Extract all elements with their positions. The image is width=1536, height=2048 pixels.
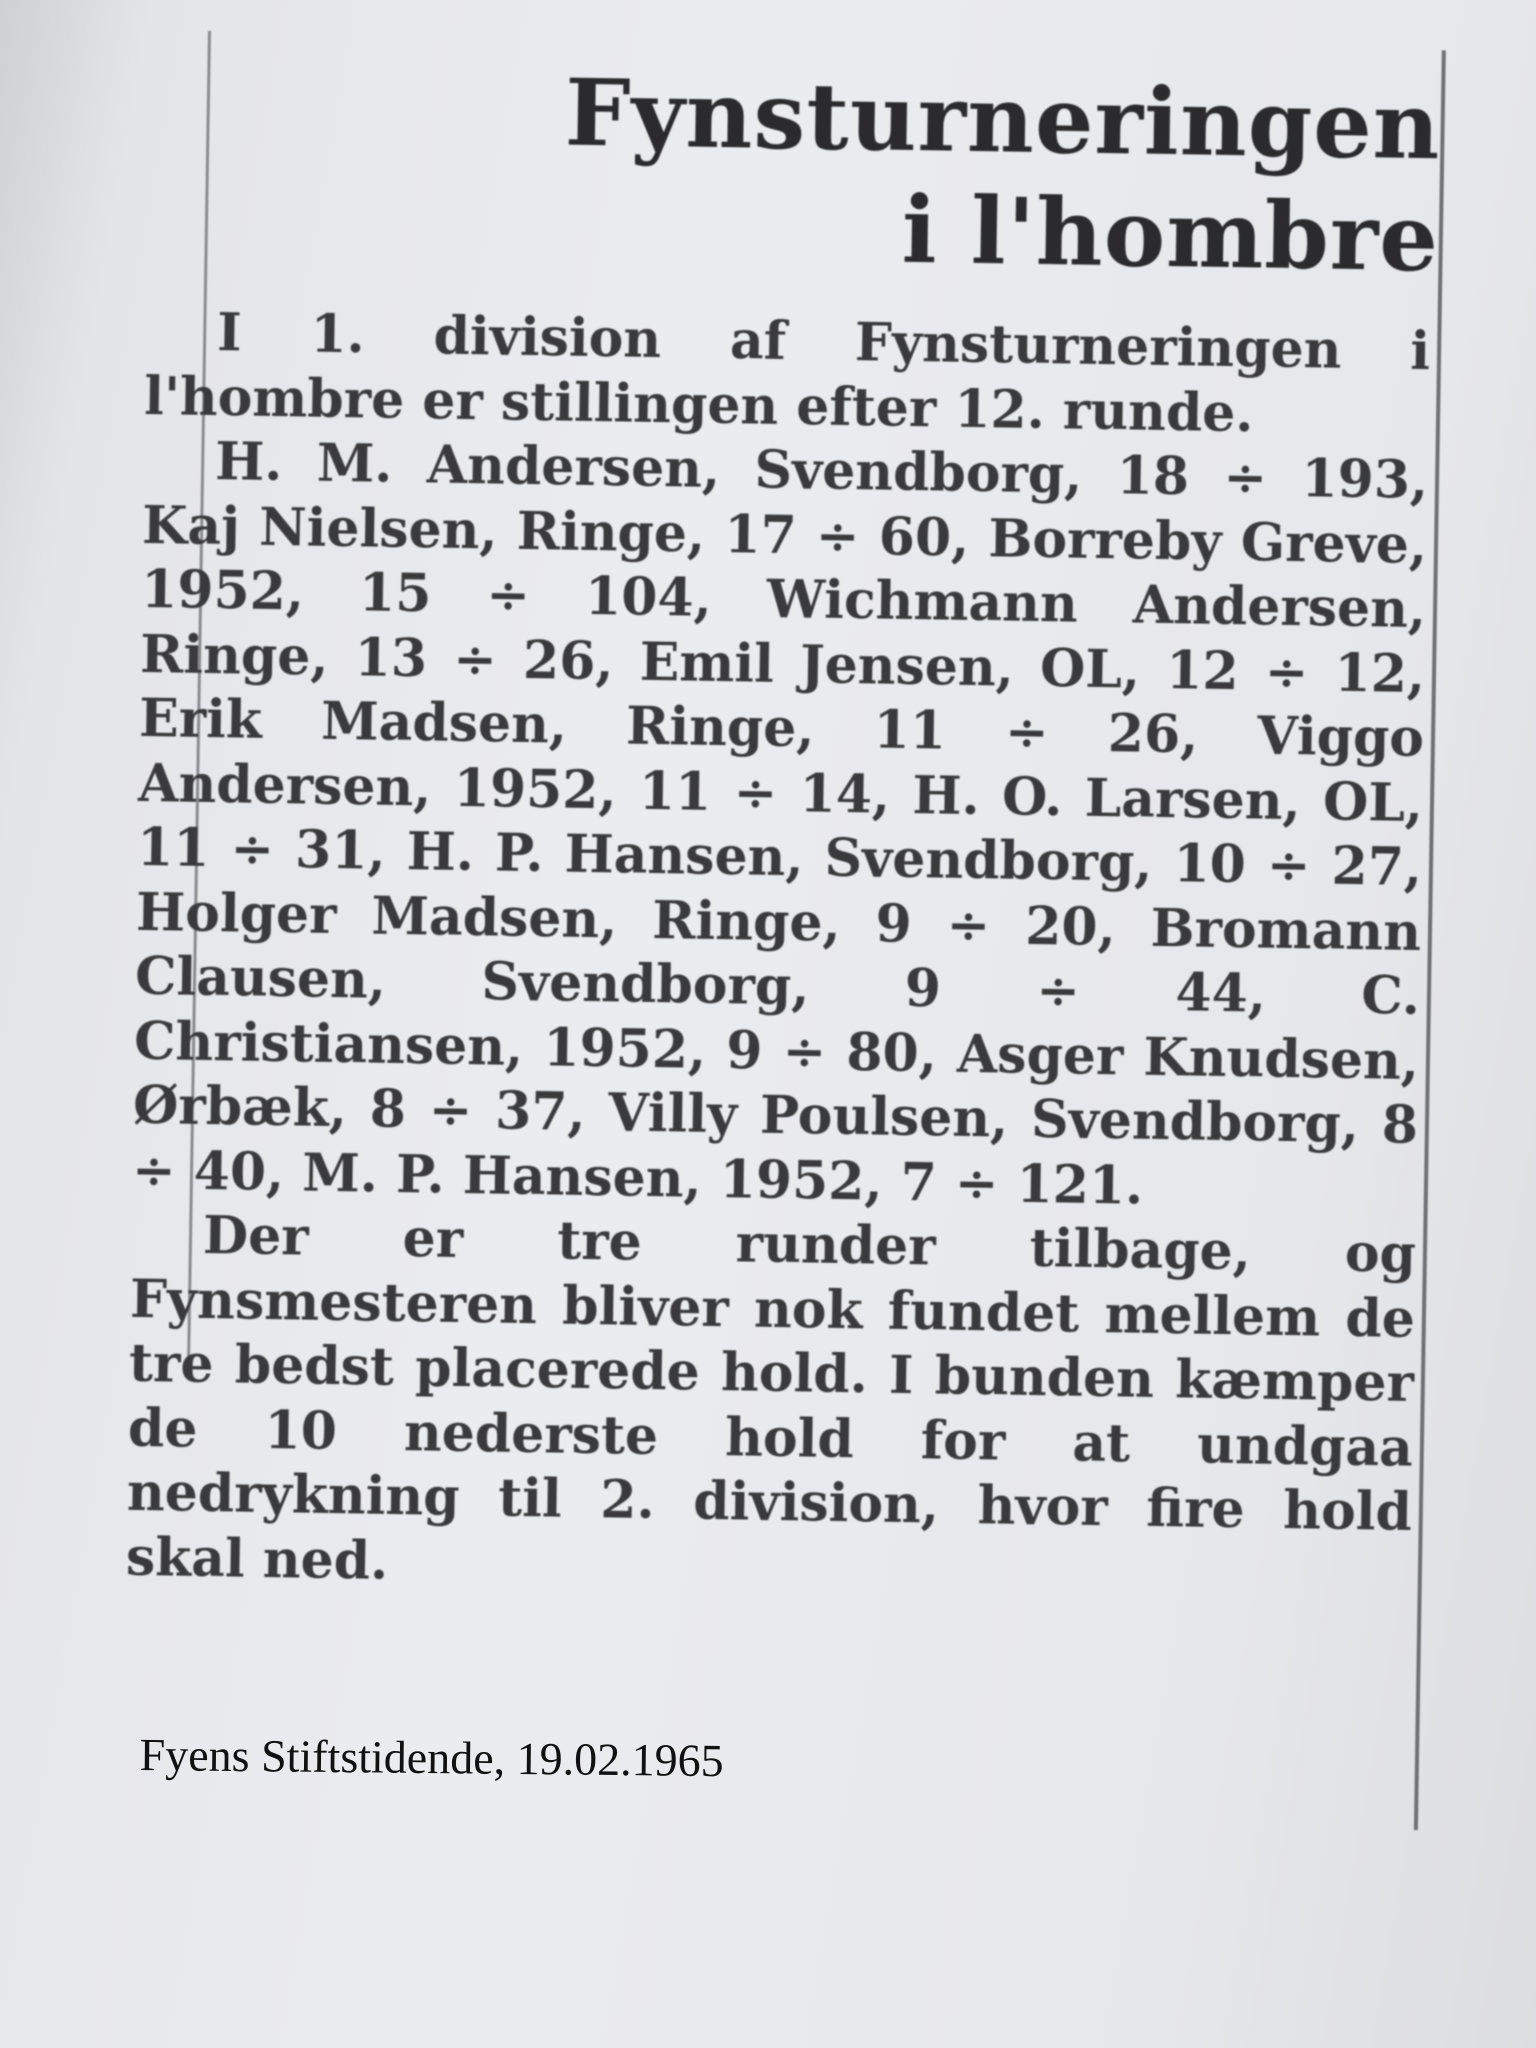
article-body [125,300,1430,1610]
source-caption: Fyens Stiftstidende, 19.02.1965 [139,1729,724,1787]
headline-line-1: Fynsturneringen [564,58,1442,181]
headline-line-2: i l'hombre [901,175,1440,293]
headline [562,57,1441,295]
newspaper-clipping [123,30,1450,1800]
article-intro-paragraph: I 1. division af Fynsturneringen i l'hombre er stillingen efter 12. runde. [143,302,1431,444]
article-closing-paragraph: Der er tre runder tilbage, og Fynsmesteren bliver nok fundet mellem de tre bedst placerede hold. I bunden kæmper de 10 nederste hold for at undgaa nedrykning til 2. division, hvor fire hold skal ned. [125,1204,1417,1592]
article-standings-paragraph: H. M. Andersen, Svendborg, 18 ÷ 193, Kaj Nielsen, Ringe, 17 ÷ 60, Borreby Greve, 1952, 15 ÷ 104, Wichmann Andersen, Ringe, 13 ÷ 26, Emil Jensen, OL, 12 ÷ 12, Erik Madsen, Ringe, 11 ÷ 26, Viggo Andersen, 1952, 11 ÷ 14, H. O. Larsen, OL, 11 ÷ 31, H. P. Hansen, Svendborg, 10 ÷ 27, Holger Madsen, Ringe, 9 ÷ 20, Bromann Clausen, Svendborg, 9 ÷ 44, C. Christiansen, 1952, 9 ÷ 80, Asger Knudsen, Ørbæk, 8 ÷ 37, Villy Poulsen, Svendborg, 8 ÷ 40, M. P. Hansen, 1952, 7 ÷ 121. [131,431,1429,1217]
